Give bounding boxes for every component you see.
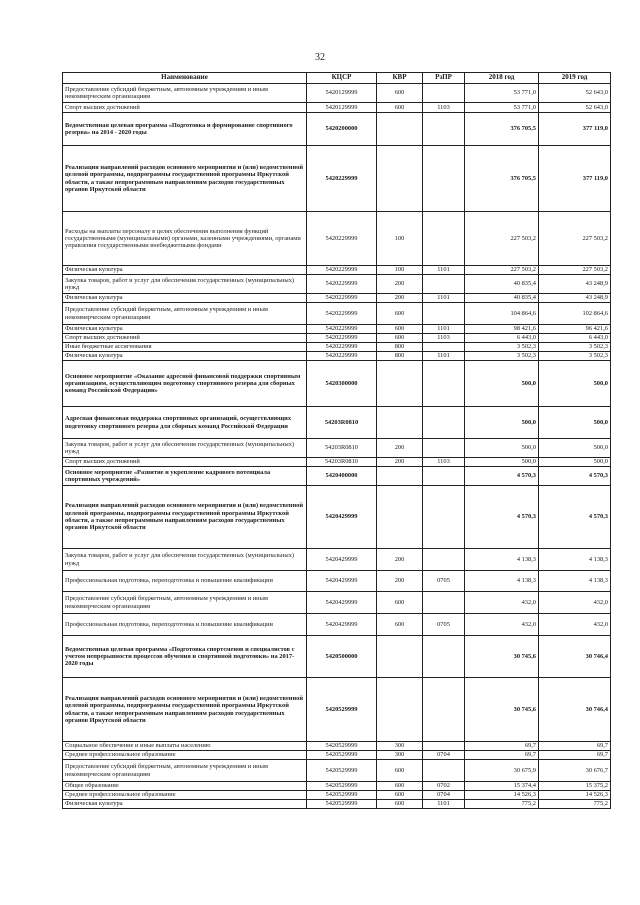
row-kvr: 200	[377, 439, 423, 458]
row-kcsr: 5420400000	[307, 467, 377, 486]
row-value-2018: 4 570,3	[465, 486, 539, 549]
table-row	[63, 303, 611, 325]
row-value-2018: 15 374,4	[465, 782, 539, 791]
row-kvr: 200	[377, 275, 423, 294]
row-value-2018: 30 745,6	[465, 678, 539, 742]
row-kcsr: 5420529999	[307, 742, 377, 751]
row-kvr: 600	[377, 334, 423, 343]
row-value-2018: 14 526,3	[465, 791, 539, 800]
row-kcsr: 5420229999	[307, 334, 377, 343]
table-row	[63, 486, 611, 549]
row-value-2018: 69,7	[465, 742, 539, 751]
row-name: Профессиональная подготовка, переподготовка и повышение квалификации	[63, 571, 307, 592]
row-kcsr: 5420529999	[307, 791, 377, 800]
row-name: Предоставление субсидий бюджетным, автономным учреждениям и иным некоммерческим организациям	[63, 84, 307, 103]
row-value-2019: 432,0	[539, 592, 611, 614]
row-kcsr: 5420229999	[307, 146, 377, 212]
row-kvr	[377, 146, 423, 212]
row-kvr: 200	[377, 458, 423, 467]
row-name: Предоставление субсидий бюджетным, автономным учреждениям и иным некоммерческим организациям	[63, 592, 307, 614]
row-value-2019: 4 570,3	[539, 486, 611, 549]
row-value-2019: 30 746,4	[539, 678, 611, 742]
row-kcsr: 5420129999	[307, 84, 377, 103]
table-body	[63, 84, 611, 809]
row-name: Физическая культура	[63, 325, 307, 334]
row-rzpr	[423, 113, 465, 146]
row-name: Адресная финансовая поддержка спортивных организаций, осуществляющих подготовку спортивного резерва для сборных команд Российской Федерации	[63, 407, 307, 439]
row-rzpr	[423, 636, 465, 678]
row-value-2019: 102 864,6	[539, 303, 611, 325]
table-row	[63, 678, 611, 742]
row-rzpr	[423, 275, 465, 294]
row-value-2018: 432,0	[465, 592, 539, 614]
row-value-2018: 376 705,5	[465, 146, 539, 212]
header-name: Наименование	[63, 73, 307, 84]
row-kcsr: 5420429999	[307, 549, 377, 571]
row-rzpr	[423, 407, 465, 439]
row-name: Иные бюджетные ассигнования	[63, 343, 307, 352]
row-name: Физическая культура	[63, 800, 307, 809]
row-rzpr: 1101	[423, 325, 465, 334]
row-name: Спорт высших достижений	[63, 103, 307, 113]
row-kvr: 600	[377, 303, 423, 325]
row-value-2018: 40 835,4	[465, 275, 539, 294]
row-kvr: 200	[377, 549, 423, 571]
row-rzpr	[423, 212, 465, 266]
row-kvr: 600	[377, 614, 423, 636]
table-row	[63, 458, 611, 467]
row-name: Реализация направлений расходов основного мероприятия и (или) ведомственной целевой программы, подпрограммы государственной программы Иркутской области, а также непрограммным направлениям расходов государственных органов Иркутской области	[63, 678, 307, 742]
header-rzpr: РзПР	[423, 73, 465, 84]
row-rzpr	[423, 146, 465, 212]
table-row	[63, 325, 611, 334]
row-value-2019: 14 526,3	[539, 791, 611, 800]
table-row	[63, 614, 611, 636]
table-row	[63, 791, 611, 800]
row-kcsr: 5420529999	[307, 782, 377, 791]
row-value-2018: 227 503,2	[465, 266, 539, 275]
row-value-2019: 775,2	[539, 800, 611, 809]
row-value-2019: 377 119,0	[539, 113, 611, 146]
row-rzpr: 0702	[423, 782, 465, 791]
table-row	[63, 742, 611, 751]
row-kvr: 600	[377, 782, 423, 791]
row-value-2018: 227 503,2	[465, 212, 539, 266]
table-row	[63, 294, 611, 303]
row-value-2018: 69,7	[465, 751, 539, 760]
row-name: Закупка товаров, работ и услуг для обеспечения государственных (муниципальных) нужд	[63, 439, 307, 458]
row-kcsr: 5420200000	[307, 113, 377, 146]
row-rzpr: 0705	[423, 614, 465, 636]
row-kvr: 600	[377, 84, 423, 103]
row-rzpr	[423, 361, 465, 407]
row-value-2019: 3 502,3	[539, 352, 611, 361]
row-kvr: 100	[377, 212, 423, 266]
row-name: Спорт высших достижений	[63, 458, 307, 467]
table-row	[63, 636, 611, 678]
row-name: Основное мероприятие «Оказание адресной финансовой поддержки спортивным организациям, осуществляющим подготовку спортивного резерва для сборных команд Российской Федерации»	[63, 361, 307, 407]
row-name: Социальное обеспечение и иные выплаты населению	[63, 742, 307, 751]
row-value-2018: 4 138,3	[465, 549, 539, 571]
row-value-2019: 69,7	[539, 751, 611, 760]
row-value-2019: 4 570,3	[539, 467, 611, 486]
table-row	[63, 549, 611, 571]
header-kcsr: КЦСР	[307, 73, 377, 84]
row-rzpr: 0704	[423, 791, 465, 800]
row-name: Среднее профессиональное образование	[63, 751, 307, 760]
row-rzpr	[423, 439, 465, 458]
row-kcsr: 5420429999	[307, 592, 377, 614]
row-rzpr	[423, 467, 465, 486]
row-name: Основное мероприятие «Развитие и укрепление кадрового потенциала спортивных учреждений»	[63, 467, 307, 486]
row-name: Профессиональная подготовка, переподготовка и повышение квалификации	[63, 614, 307, 636]
row-value-2018: 500,0	[465, 458, 539, 467]
row-value-2019: 500,0	[539, 439, 611, 458]
row-kcsr: 5420429999	[307, 571, 377, 592]
row-kvr: 600	[377, 592, 423, 614]
row-kvr: 600	[377, 103, 423, 113]
table-row	[63, 800, 611, 809]
row-kvr: 600	[377, 800, 423, 809]
row-value-2019: 500,0	[539, 361, 611, 407]
row-kvr: 800	[377, 352, 423, 361]
row-kvr: 300	[377, 742, 423, 751]
row-kvr	[377, 486, 423, 549]
row-name: Реализация направлений расходов основного мероприятия и (или) ведомственной целевой программы, подпрограммы государственной программы Иркутской области, а также непрограммным направлениям расходов государственных органов Иркутской области	[63, 486, 307, 549]
row-kvr: 300	[377, 751, 423, 760]
table-row	[63, 782, 611, 791]
row-value-2018: 500,0	[465, 361, 539, 407]
table-row	[63, 212, 611, 266]
row-kcsr: 5420529999	[307, 800, 377, 809]
row-name: Физическая культура	[63, 352, 307, 361]
row-rzpr: 1101	[423, 352, 465, 361]
row-rzpr	[423, 742, 465, 751]
row-rzpr: 0704	[423, 751, 465, 760]
row-rzpr	[423, 303, 465, 325]
row-kvr: 600	[377, 791, 423, 800]
row-kcsr: 54203R0810	[307, 439, 377, 458]
row-kcsr: 5420229999	[307, 294, 377, 303]
row-kvr	[377, 361, 423, 407]
row-kcsr: 5420500000	[307, 636, 377, 678]
row-name: Ведомственная целевая программа «Подготовка спортсменов и специалистов с учетом непрерывности процессов обучения и спортивной подготовки» на 2017-2020 годы	[63, 636, 307, 678]
table-row	[63, 84, 611, 103]
row-value-2019: 432,0	[539, 614, 611, 636]
row-value-2019: 500,0	[539, 407, 611, 439]
row-kvr: 600	[377, 325, 423, 334]
row-kvr	[377, 407, 423, 439]
row-value-2019: 43 248,9	[539, 294, 611, 303]
row-value-2019: 227 503,2	[539, 266, 611, 275]
row-kcsr: 5420229999	[307, 352, 377, 361]
row-rzpr: 1103	[423, 334, 465, 343]
row-value-2019: 30 676,7	[539, 760, 611, 782]
table-header-row	[63, 73, 611, 84]
row-name: Физическая культура	[63, 266, 307, 275]
row-value-2019: 4 138,3	[539, 571, 611, 592]
page-number: 32	[315, 52, 325, 63]
row-value-2019: 30 746,4	[539, 636, 611, 678]
table-row	[63, 751, 611, 760]
row-kcsr: 5420229999	[307, 325, 377, 334]
row-kcsr: 5420429999	[307, 486, 377, 549]
row-value-2018: 6 443,0	[465, 334, 539, 343]
row-name: Физическая культура	[63, 294, 307, 303]
row-value-2018: 30 675,9	[465, 760, 539, 782]
row-name: Закупка товаров, работ и услуг для обеспечения государственных (муниципальных) нужд	[63, 549, 307, 571]
row-kcsr: 5420229999	[307, 212, 377, 266]
row-rzpr	[423, 549, 465, 571]
row-value-2018: 53 771,0	[465, 84, 539, 103]
row-rzpr: 1101	[423, 294, 465, 303]
row-value-2018: 775,2	[465, 800, 539, 809]
table-row	[63, 343, 611, 352]
row-rzpr	[423, 84, 465, 103]
row-rzpr	[423, 760, 465, 782]
row-kvr: 200	[377, 571, 423, 592]
row-value-2019: 52 643,0	[539, 103, 611, 113]
table-row	[63, 361, 611, 407]
row-rzpr	[423, 678, 465, 742]
header-2019: 2019 год	[539, 73, 611, 84]
row-rzpr	[423, 343, 465, 352]
table-row	[63, 146, 611, 212]
row-name: Общее образование	[63, 782, 307, 791]
row-kcsr: 5420529999	[307, 760, 377, 782]
row-rzpr	[423, 592, 465, 614]
row-value-2019: 3 502,3	[539, 343, 611, 352]
table-row	[63, 407, 611, 439]
row-name: Предоставление субсидий бюджетным, автономным учреждениям и иным некоммерческим организациям	[63, 303, 307, 325]
row-kcsr: 5420529999	[307, 678, 377, 742]
header-2018: 2018 год	[465, 73, 539, 84]
row-value-2019: 52 643,0	[539, 84, 611, 103]
row-value-2018: 53 771,0	[465, 103, 539, 113]
row-kcsr: 5420229999	[307, 303, 377, 325]
row-value-2019: 69,7	[539, 742, 611, 751]
row-rzpr: 1101	[423, 266, 465, 275]
header-kvr: КВР	[377, 73, 423, 84]
table-row	[63, 439, 611, 458]
row-name: Реализация направлений расходов основного мероприятия и (или) ведомственной целевой программы, подпрограммы государственной программы Иркутской области, а также непрограммным направлениям расходов государственных органов Иркутской области	[63, 146, 307, 212]
row-kvr	[377, 636, 423, 678]
row-value-2018: 3 502,3	[465, 352, 539, 361]
row-value-2019: 96 421,6	[539, 325, 611, 334]
row-value-2018: 376 705,5	[465, 113, 539, 146]
row-value-2019: 43 248,9	[539, 275, 611, 294]
row-kvr: 800	[377, 343, 423, 352]
row-name: Расходы на выплаты персоналу в целях обеспечения выполнения функций государственными (муниципальными) органами, казенными учреждениями, органами управления государственными внебюджетными фондами	[63, 212, 307, 266]
table-row	[63, 467, 611, 486]
row-value-2018: 3 502,3	[465, 343, 539, 352]
table-row	[63, 334, 611, 343]
row-kcsr: 5420429999	[307, 614, 377, 636]
row-name: Предоставление субсидий бюджетным, автономным учреждениям и иным некоммерческим организациям	[63, 760, 307, 782]
row-value-2019: 377 119,0	[539, 146, 611, 212]
row-value-2018: 500,0	[465, 407, 539, 439]
row-value-2018: 500,0	[465, 439, 539, 458]
row-kvr	[377, 113, 423, 146]
row-rzpr: 1101	[423, 800, 465, 809]
row-value-2018: 40 835,4	[465, 294, 539, 303]
row-value-2019: 227 503,2	[539, 212, 611, 266]
row-value-2018: 432,0	[465, 614, 539, 636]
row-kvr: 200	[377, 294, 423, 303]
table-row	[63, 275, 611, 294]
row-name: Спорт высших достижений	[63, 334, 307, 343]
table-row	[63, 592, 611, 614]
row-value-2018: 98 421,6	[465, 325, 539, 334]
row-kvr	[377, 678, 423, 742]
budget-table	[62, 72, 611, 809]
row-kvr: 100	[377, 266, 423, 275]
row-value-2018: 4 138,3	[465, 571, 539, 592]
row-rzpr: 1103	[423, 103, 465, 113]
row-rzpr	[423, 486, 465, 549]
row-name: Ведомственная целевая программа «Подготовка и формирование спортивного резерва» на 2014 - 2020 годы	[63, 113, 307, 146]
row-kcsr: 5420129999	[307, 103, 377, 113]
row-rzpr: 0705	[423, 571, 465, 592]
table-row	[63, 113, 611, 146]
row-kcsr: 5420229999	[307, 275, 377, 294]
row-value-2019: 500,0	[539, 458, 611, 467]
table-row	[63, 760, 611, 782]
table-row	[63, 266, 611, 275]
row-rzpr: 1103	[423, 458, 465, 467]
row-kvr: 600	[377, 760, 423, 782]
row-kcsr: 5420229999	[307, 266, 377, 275]
row-value-2019: 4 138,3	[539, 549, 611, 571]
row-kcsr: 54203R0810	[307, 458, 377, 467]
row-value-2018: 4 570,3	[465, 467, 539, 486]
row-name: Среднее профессиональное образование	[63, 791, 307, 800]
row-kcsr: 5420529999	[307, 751, 377, 760]
table-row	[63, 571, 611, 592]
row-value-2018: 104 864,6	[465, 303, 539, 325]
row-kcsr: 5420229999	[307, 343, 377, 352]
table-row	[63, 103, 611, 113]
row-kcsr: 54203R0810	[307, 407, 377, 439]
row-kvr	[377, 467, 423, 486]
row-value-2019: 15 375,2	[539, 782, 611, 791]
row-name: Закупка товаров, работ и услуг для обеспечения государственных (муниципальных) нужд	[63, 275, 307, 294]
row-value-2018: 30 745,6	[465, 636, 539, 678]
row-value-2019: 6 443,0	[539, 334, 611, 343]
table-row	[63, 352, 611, 361]
row-kcsr: 5420300000	[307, 361, 377, 407]
